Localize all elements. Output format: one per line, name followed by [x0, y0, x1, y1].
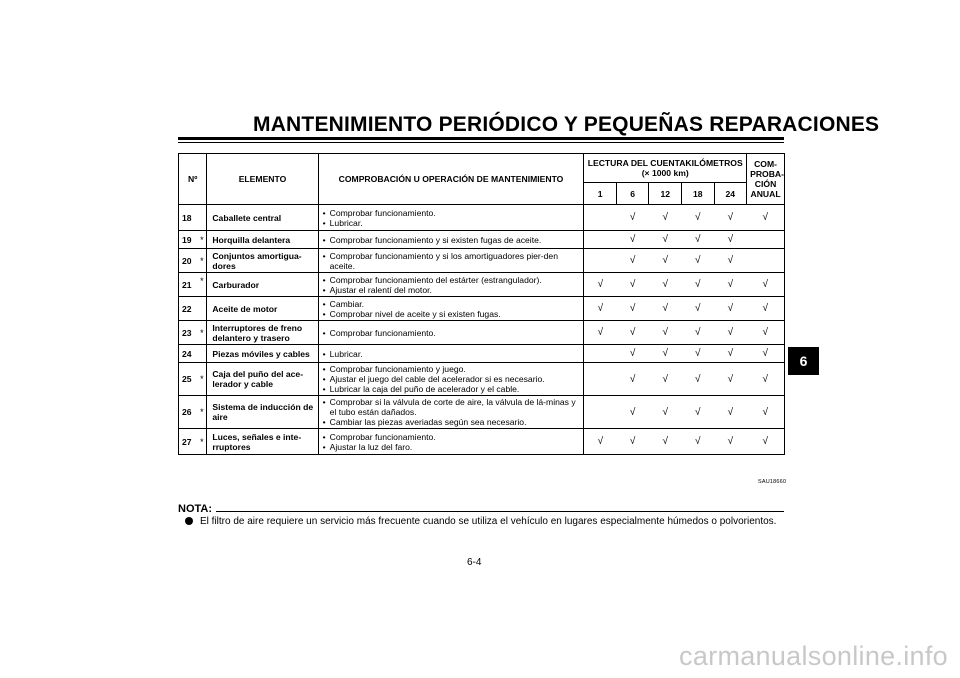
check-cell	[682, 396, 715, 429]
check-cell	[714, 205, 747, 231]
row-element: Sistema de inducción de aire	[207, 396, 318, 429]
table-row	[179, 321, 785, 345]
row-element: Interruptores de freno delantero y trasero	[207, 321, 318, 345]
row-operation	[318, 249, 584, 273]
row-number: 21	[179, 273, 198, 297]
operation-item: • Lubricar.	[323, 349, 581, 359]
check-mark-icon: √	[662, 406, 668, 418]
check-cell	[682, 345, 715, 363]
operation-item: • Comprobar funcionamiento y si existen fugas de aceite.	[323, 235, 581, 245]
check-mark-icon: √	[695, 212, 701, 223]
check-cell	[649, 429, 682, 455]
check-cell	[747, 205, 785, 231]
check-cell	[616, 321, 649, 345]
check-mark-icon: √	[727, 373, 734, 385]
check-mark-icon: √	[629, 373, 636, 385]
row-asterisk: *	[197, 231, 206, 249]
check-cell	[682, 273, 715, 297]
check-cell	[649, 363, 682, 396]
check-mark-icon: √	[695, 234, 701, 245]
check-cell	[616, 429, 649, 455]
title-rule	[178, 137, 784, 140]
check-mark-icon: √	[695, 279, 701, 290]
row-element: Conjuntos amortigua-dores	[207, 249, 318, 273]
check-mark-icon: √	[662, 348, 668, 359]
check-cell	[584, 231, 617, 249]
check-mark-icon: √	[695, 255, 701, 266]
check-cell	[747, 273, 785, 297]
check-mark-icon: √	[695, 303, 701, 314]
check-mark-icon: √	[629, 234, 636, 245]
note-text: El filtro de aire requiere un servicio más frecuente cuando se utiliza el vehículo en lugares especialmente húmedos o polvorientos.	[200, 516, 777, 527]
operation-item: • Comprobar funcionamiento.	[323, 432, 581, 442]
check-mark-icon: √	[727, 303, 734, 314]
check-cell	[616, 396, 649, 429]
operation-item: • Lubricar la caja del puño de acelerador y el cable.	[323, 384, 581, 394]
header-odometer-label: LECTURA DEL CUENTAKILÓMETROS	[587, 158, 743, 168]
check-mark-icon: √	[629, 327, 636, 338]
check-mark-icon: √	[629, 303, 636, 314]
table-row	[179, 429, 785, 455]
table-row	[179, 249, 785, 273]
check-mark-icon: √	[597, 279, 604, 290]
check-mark-icon: √	[662, 303, 668, 314]
header-km-1: 1	[584, 183, 617, 205]
operation-item: • Cambiar.	[323, 299, 581, 309]
check-cell	[584, 321, 617, 345]
note-label: NOTA:	[178, 503, 213, 515]
page-title: MANTENIMIENTO PERIÓDICO Y PEQUEÑAS REPARACIONES	[253, 113, 880, 136]
check-mark-icon: √	[762, 212, 769, 223]
check-cell	[616, 231, 649, 249]
check-cell	[747, 249, 785, 273]
check-mark-icon: √	[662, 255, 668, 266]
check-cell	[616, 273, 649, 297]
check-cell	[649, 231, 682, 249]
check-mark-icon: √	[727, 212, 734, 223]
check-cell	[584, 363, 617, 396]
check-cell	[682, 231, 715, 249]
check-mark-icon: √	[597, 303, 604, 314]
check-cell	[747, 297, 785, 321]
check-mark-icon: √	[727, 234, 734, 245]
row-asterisk: *	[197, 429, 206, 455]
check-mark-icon: √	[695, 373, 701, 385]
check-mark-icon: √	[695, 348, 701, 359]
row-asterisk: *	[197, 321, 206, 345]
row-number: 24	[179, 345, 198, 363]
check-mark-icon: √	[727, 279, 734, 290]
check-cell	[714, 321, 747, 345]
check-cell	[747, 345, 785, 363]
page-number: 6-4	[467, 557, 482, 568]
table-row	[179, 297, 785, 321]
check-cell	[616, 249, 649, 273]
row-operation	[318, 396, 584, 429]
row-element: Aceite de motor	[207, 297, 318, 321]
row-asterisk: *	[197, 363, 206, 396]
bullet-icon	[185, 517, 193, 525]
check-mark-icon: √	[762, 348, 769, 359]
header-km-18: 18	[682, 183, 715, 205]
check-mark-icon: √	[662, 212, 668, 223]
check-mark-icon: √	[762, 373, 769, 385]
check-cell	[714, 231, 747, 249]
check-cell	[584, 273, 617, 297]
check-cell	[649, 249, 682, 273]
row-operation	[318, 273, 584, 297]
check-cell	[616, 363, 649, 396]
row-element: Piezas móviles y cables	[207, 345, 318, 363]
note-item	[185, 516, 776, 527]
check-cell	[649, 396, 682, 429]
check-mark-icon: √	[597, 436, 604, 447]
operation-item: • Ajustar el ralentí del motor.	[323, 285, 581, 295]
check-mark-icon: √	[629, 212, 636, 223]
check-cell	[649, 297, 682, 321]
check-mark-icon: √	[597, 327, 604, 338]
check-cell	[714, 363, 747, 396]
check-cell	[747, 429, 785, 455]
check-mark-icon: √	[762, 279, 769, 290]
check-mark-icon: √	[695, 327, 701, 338]
check-cell	[649, 273, 682, 297]
check-mark-icon: √	[762, 327, 769, 338]
row-number: 20	[179, 249, 198, 273]
row-number: 26	[179, 396, 198, 429]
check-cell	[747, 231, 785, 249]
watermark: carmanualsonline.info	[679, 641, 948, 671]
check-cell	[714, 429, 747, 455]
check-mark-icon: √	[762, 303, 769, 314]
header-odometer	[584, 154, 747, 183]
check-mark-icon: √	[629, 348, 636, 359]
row-number: 19	[179, 231, 198, 249]
check-mark-icon: √	[662, 373, 668, 385]
title-rule-thin	[178, 142, 784, 143]
table-row	[179, 205, 785, 231]
note-rule	[216, 511, 784, 512]
row-asterisk: *	[197, 273, 206, 297]
operation-item: • Lubricar.	[323, 218, 581, 228]
check-cell	[584, 345, 617, 363]
operation-item: • Ajustar la luz del faro.	[323, 442, 581, 452]
row-asterisk	[197, 345, 206, 363]
row-operation	[318, 205, 584, 231]
check-cell	[616, 297, 649, 321]
table-row	[179, 396, 785, 429]
check-cell	[649, 321, 682, 345]
check-cell	[714, 345, 747, 363]
header-km-24: 24	[714, 183, 747, 205]
check-mark-icon: √	[727, 327, 734, 338]
row-element: Caballete central	[207, 205, 318, 231]
check-cell	[714, 273, 747, 297]
check-cell	[682, 297, 715, 321]
check-mark-icon: √	[629, 406, 636, 418]
operation-item: • Cambiar las piezas averiadas según sea necesario.	[323, 417, 581, 427]
operation-item: • Comprobar funcionamiento.	[323, 328, 581, 338]
operation-item: • Comprobar funcionamiento.	[323, 208, 581, 218]
row-number: 22	[179, 297, 198, 321]
check-mark-icon: √	[629, 279, 636, 290]
row-element: Horquilla delantera	[207, 231, 318, 249]
header-km-6: 6	[616, 183, 649, 205]
check-mark-icon: √	[727, 406, 734, 418]
check-mark-icon: √	[727, 436, 734, 447]
check-cell	[682, 321, 715, 345]
maintenance-table	[178, 153, 785, 455]
check-cell	[714, 249, 747, 273]
check-cell	[584, 429, 617, 455]
check-cell	[616, 345, 649, 363]
table-row	[179, 231, 785, 249]
check-cell	[682, 429, 715, 455]
operation-item: • Comprobar nivel de aceite y si existen fugas.	[323, 309, 581, 319]
operation-item: • Comprobar funcionamiento y juego.	[323, 364, 581, 374]
check-cell	[649, 345, 682, 363]
header-num: Nº	[179, 154, 207, 205]
row-element: Carburador	[207, 273, 318, 297]
check-cell	[682, 205, 715, 231]
row-asterisk: *	[197, 249, 206, 273]
check-mark-icon: √	[662, 436, 668, 447]
table-row	[179, 345, 785, 363]
document-code: SAU18660	[758, 479, 787, 485]
row-asterisk: *	[197, 396, 206, 429]
check-mark-icon: √	[762, 436, 769, 447]
row-operation	[318, 231, 584, 249]
check-cell	[714, 297, 747, 321]
check-mark-icon: √	[727, 348, 734, 359]
check-cell	[682, 363, 715, 396]
check-mark-icon: √	[727, 255, 734, 266]
row-element: Caja del puño del ace-lerador y cable	[207, 363, 318, 396]
section-tab[interactable]: 6	[788, 347, 819, 375]
row-operation	[318, 345, 584, 363]
check-cell	[584, 249, 617, 273]
row-operation	[318, 321, 584, 345]
row-number: 18	[179, 205, 198, 231]
row-number: 25	[179, 363, 198, 396]
check-cell	[682, 249, 715, 273]
operation-item: • Comprobar funcionamiento del estárter (estrangulador).	[323, 275, 581, 285]
check-cell	[584, 297, 617, 321]
check-mark-icon: √	[695, 406, 701, 418]
operation-item: • Ajustar el juego del cable del acelerador si es necesario.	[323, 374, 581, 384]
check-mark-icon: √	[695, 436, 701, 447]
row-asterisk	[197, 205, 206, 231]
header-operation: COMPROBACIÓN U OPERACIÓN DE MANTENIMIENTO	[318, 154, 584, 205]
table-row	[179, 273, 785, 297]
check-cell	[584, 205, 617, 231]
check-cell	[747, 396, 785, 429]
row-element: Luces, señales e inte-rruptores	[207, 429, 318, 455]
header-element: ELEMENTO	[207, 154, 318, 205]
check-mark-icon: √	[629, 255, 636, 266]
header-odometer-unit: (× 1000 km)	[641, 168, 689, 178]
check-mark-icon: √	[629, 436, 636, 447]
check-mark-icon: √	[662, 279, 668, 290]
table-row	[179, 363, 785, 396]
row-number: 27	[179, 429, 198, 455]
row-operation	[318, 429, 584, 455]
check-mark-icon: √	[662, 234, 668, 245]
row-asterisk	[197, 297, 206, 321]
row-number: 23	[179, 321, 198, 345]
check-mark-icon: √	[662, 327, 668, 338]
row-operation	[318, 363, 584, 396]
operation-item: • Comprobar funcionamiento y si los amortiguadores pier-den aceite.	[323, 251, 581, 271]
row-operation	[318, 297, 584, 321]
check-cell	[714, 396, 747, 429]
check-cell	[747, 321, 785, 345]
check-mark-icon: √	[762, 406, 769, 418]
check-cell	[649, 205, 682, 231]
header-annual: COM-PROBA-CIÓN ANUAL	[747, 154, 785, 205]
check-cell	[584, 396, 617, 429]
operation-item: • Comprobar si la válvula de corte de aire, la válvula de lá-minas y el tubo están dañados.	[323, 397, 581, 417]
check-cell	[747, 363, 785, 396]
check-cell	[616, 205, 649, 231]
header-km-12: 12	[649, 183, 682, 205]
